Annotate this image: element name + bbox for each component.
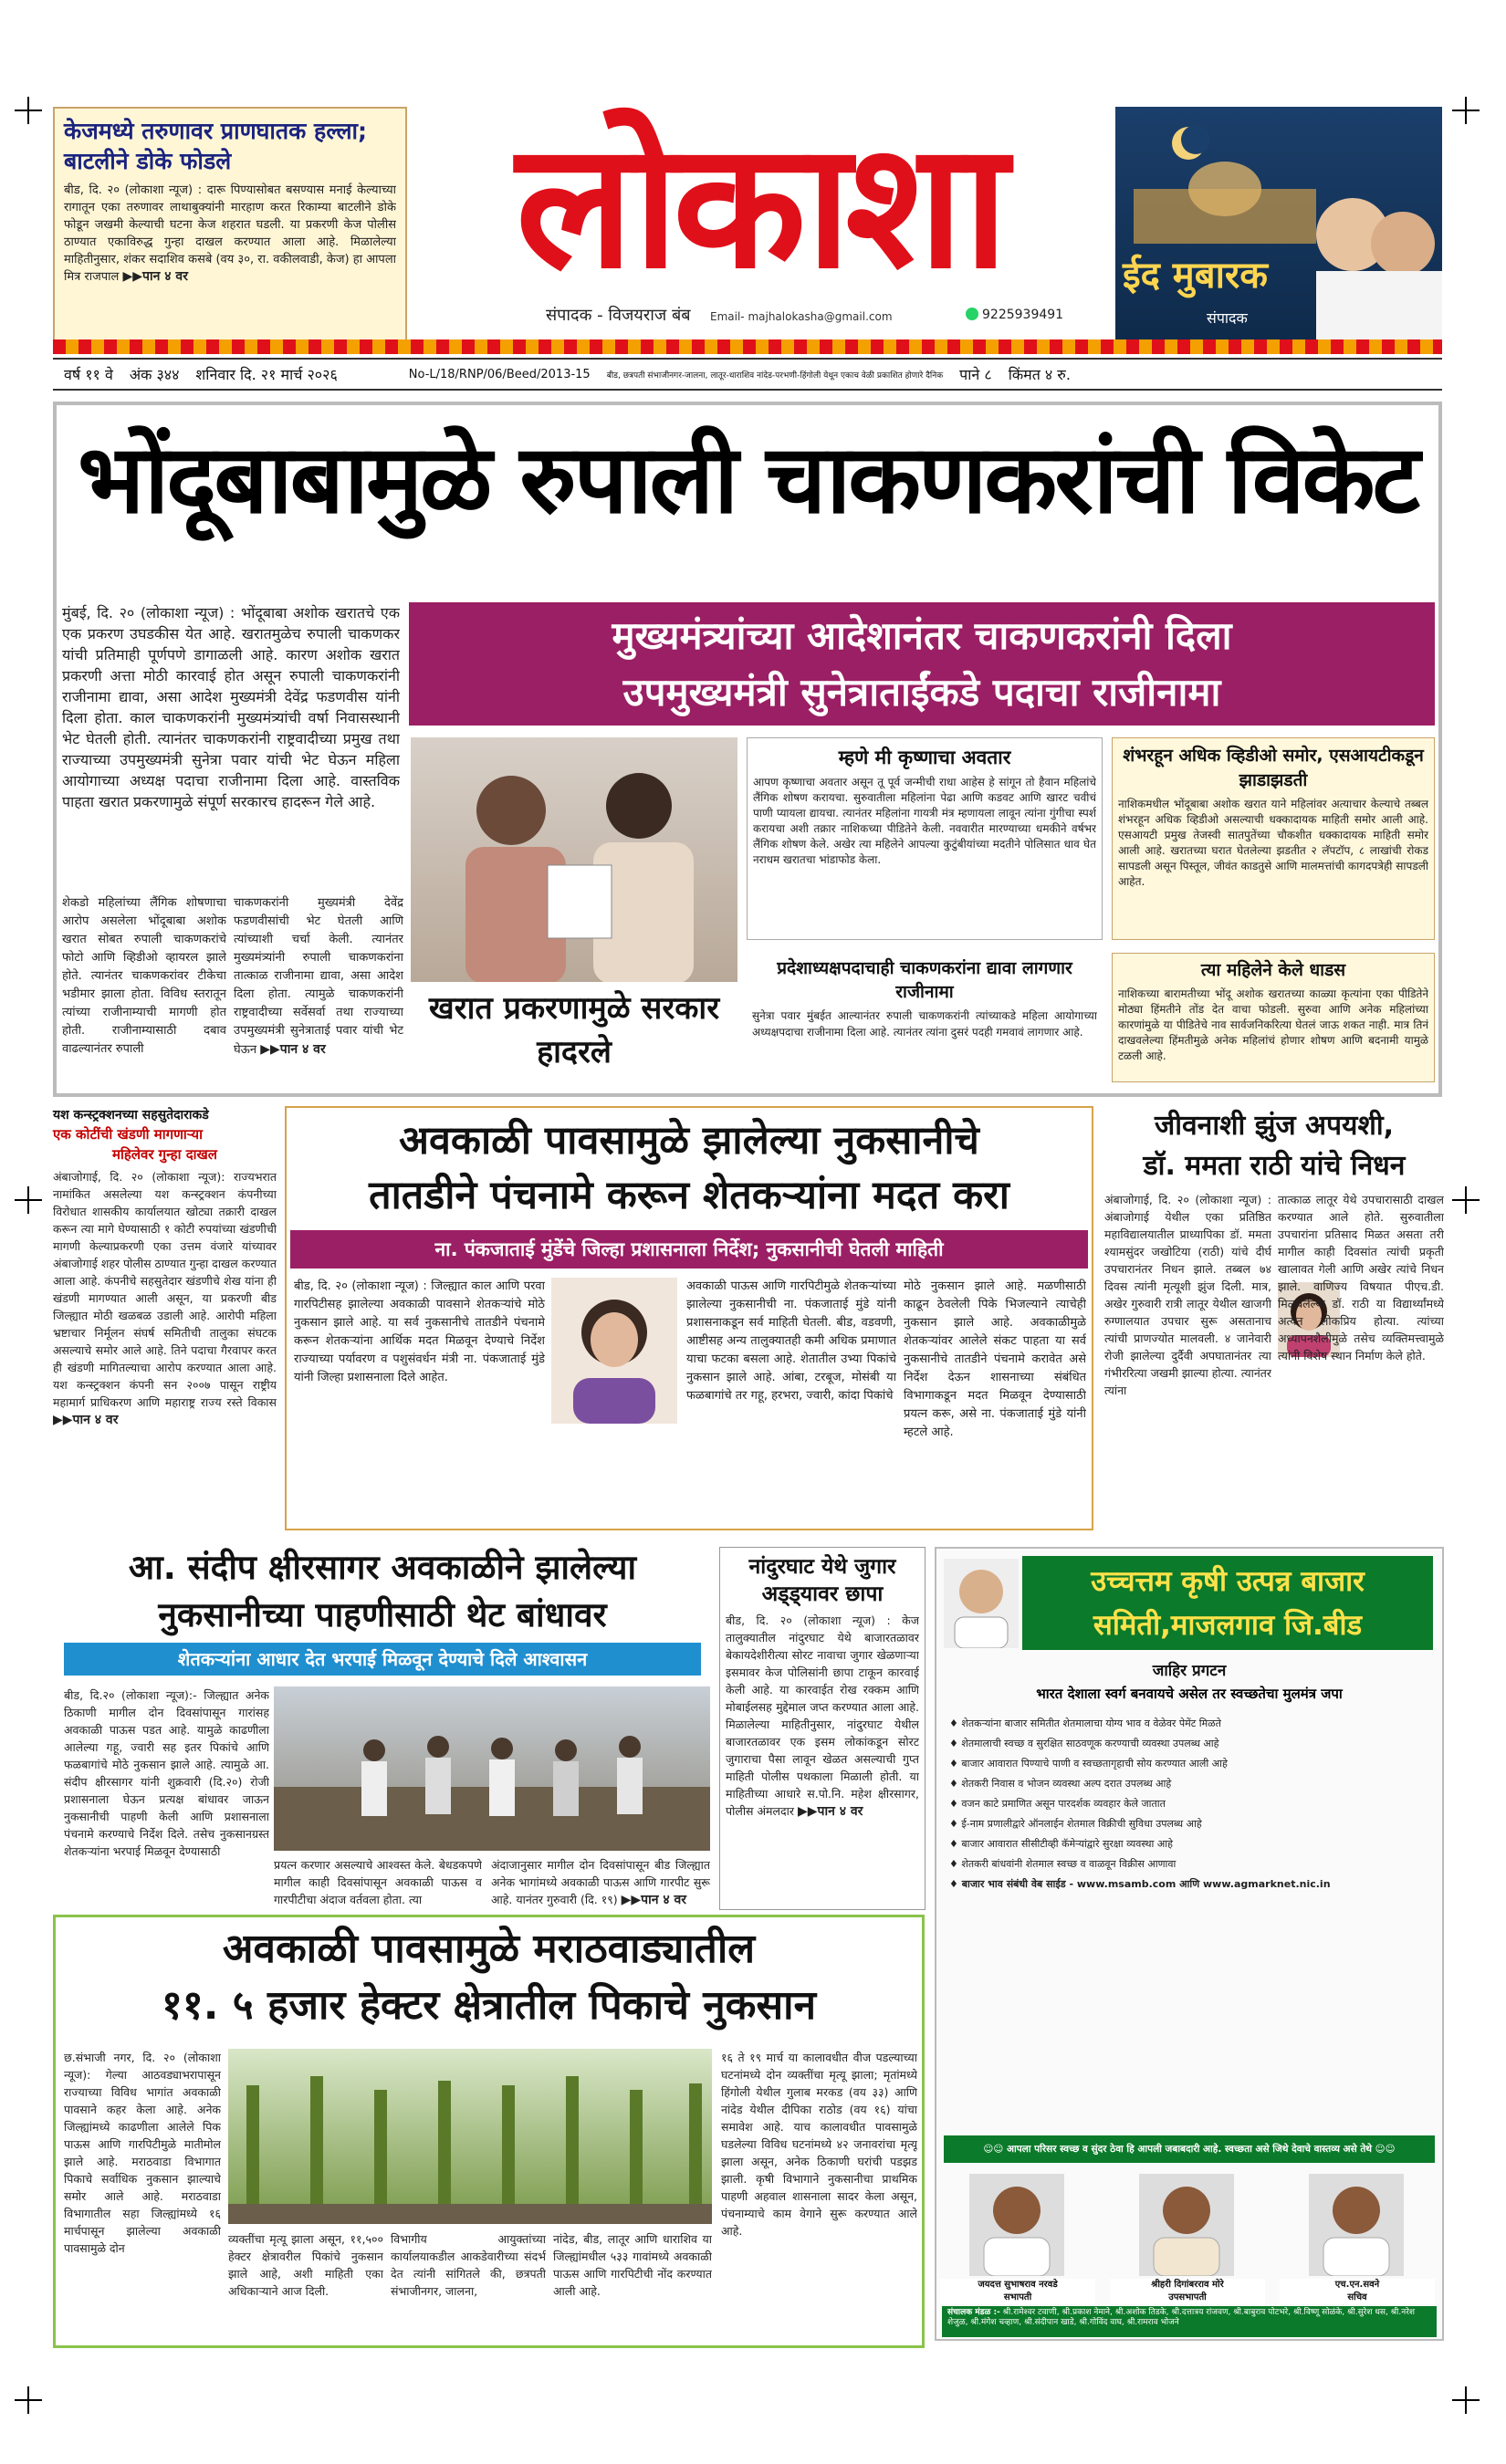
letter-document <box>548 865 612 938</box>
sandip-col1: बीड, दि.२० (लोकाशा न्यूज):- जिल्ह्यात अनेक ठिकाणी मागील दोन दिवसांपासून गारांसह अवकाळी पाऊस पडत आहे. यामुळे काढणीला आलेल्या गहू, ज्वारी सह इतर पिकांचे आणि फळबागांचे मोठे नुकसान झाले आहे. त्यामुळे आ. संदीप क्षीरसागर यांनी शुक्रवारी (दि.२०) रोजी प्रशासनाला घेऊन प्रत्यक्ष बांधावर जाऊन नुकसानीची पाहणी केली आणि प्रशासनाला पंचनामे करण्याचे निर्देश दिले. तसेच नुकसानग्रस्त शेतकऱ्यांना भरपाई मिळवून देण्यासाठी <box>64 1688 269 1858</box>
rain-col3: मोठे नुकसान झाले आहे. मळणीसाठी काढून ठेवलेली पिके भिजल्याने त्याचेही नुकसान झाले आहे. अवकाळीमुळे शेतकऱ्यांवर आलेले संकट पाहता या सर्व नुकसानीचे तातडीने पंचनामे करावेत असे निर्देश देऊन शासनाच्या संबंधित विभागाकडून मदत मिळवून देण्यासाठी प्रयत्न करू, असे ना. पंकजाताई मुंडे यांनी म्हटले आहे. <box>904 1279 1086 1439</box>
lead-col2: चाकणकरांनी मुख्यमंत्री देवेंद्र फडणवीसांची भेट घेतली आणि त्यांच्याशी चर्चा केली. त्यानंतर मुख्यमंत्र्यांनी रुपाली चाकणकरांना तात्काळ राजीनामा द्यावा, असा आदेश दिला होता. त्यामुळे चाकणकरांनी राष्ट्रवादीच्या सर्वेसर्वा तथा राज्याच्या उपमुख्यमंत्री सुनेत्राताई पवार यांची भेट घेऊन ▶▶पान ४ वर <box>234 896 403 1057</box>
pradesh-head: प्रदेशाध्यक्षपदाचाही चाकणकरांना द्यावा लागणार राजीनामा <box>777 958 1072 1002</box>
registration-mark <box>15 1186 42 1214</box>
yash-head2: महिलेवर गुन्हा दाखल <box>112 1146 217 1163</box>
krishna-box <box>747 737 1103 940</box>
sandip-photo <box>274 1686 710 1851</box>
sandip-headline: आ. संदीप क्षीरसागर अवकाळीने झालेल्या नुकसानीच्या पाहणीसाठी थेट बांधावर <box>128 1548 637 1634</box>
person-head <box>555 1739 577 1761</box>
sandip-subhead: शेतकऱ्यांना आधार देत भरपाई मिळवून देण्याचे दिले आश्वासन <box>64 1643 701 1676</box>
person-head <box>1163 2187 1210 2234</box>
rain-col1: बीड, दि. २० (लोकाशा न्यूज) : जिल्ह्यात काल आणि परवा गारपिटीसह झालेल्या अवकाळी पावसाने शेतकऱ्यांचे मोठे नुकसान झाले आहे. या सर्व नुकसानीचे तातडीने पंचनामे करून शेतकऱ्यांना आर्थिक मदत मिळवून देण्याचे निर्देश राज्याच्या पर्यावरण व पशुसंवर्धन मंत्री ना. पंकजाताई मुंडे यांनी जिल्हा प्रशासनाला दिले आहेत. <box>294 1279 545 1384</box>
rain-subhead: ना. पंकजाताई मुंडेंचे जिल्हा प्रशासनाला निर्देश; नुकसानीची घेतली माहिती <box>290 1230 1088 1269</box>
videos-box <box>1112 737 1435 940</box>
secretary-photo <box>1309 2174 1404 2276</box>
person-head <box>606 773 672 839</box>
obit-col2: तात्काळ लातूर येथे उपचारासाठी दाखल करण्यात आले होते. सुरुवातीला उपचारांना प्रतिसाद मिळत असता तरी मागील काही दिवसांत त्यांची प्रकृती खालावत गेली आणि अखेर त्यांचे निधन झाले. वाणिज्य विषयात पीएच.डी. मिळवलेल्या डॉ. राठी या विद्यार्थ्यांमध्ये अत्यंत लोकप्रिय होत्या. त्यांच्या अध्यापनशैलीमुळे तसेच व्यक्तिमत्त्वामुळे त्यांनी विशेष स्थान निर्माण केले होते. <box>1278 1193 1444 1363</box>
issue: अंक ३४४ <box>129 366 180 383</box>
yash-kicker: यश कन्स्ट्रक्शनच्या सहसुतेदाराकडे <box>53 1108 209 1122</box>
krishna-body: आपण कृष्णाचा अवतार असून तू पूर्व जन्मीची राधा आहेस हे सांगून तो हैवान महिलांचे लैंगिक शोषण करायचा. सुरुवातीला महिलांना पेढा आणि कडवट आणि खारट चवीचं पाणी प्यायला द्यायचा. त्यानंतर महिलांना गायत्री मंत्र म्हणायला लावून त्यांना गुंगीचा स्पर्श करायचा अशी तक्रार नाशिकच्या पीडितेने केली. नववारीत मारण्याच्या धमकीने वर्षभर लैंगिक शोषण केले. अखेर त्या महिलेने आपल्या कुटुंबीयांच्या मदतीने पोलिसात धाव घेत नराधम खरातचा भांडाफोड केला. <box>753 776 1096 866</box>
videos-head: शंभरहून अधिक व्हिडीओ समोर, एसआयटीकडून झाडाझडती <box>1123 746 1424 790</box>
lead-intro: मुंबई, दि. २० (लोकाशा न्यूज) : भोंदूबाबा अशोक खरातचे एक एक प्रकरण उघडकीस येत आहे. खरातमुळेच रुपाली चाकणकर यांची प्रतिमाही पूर्णपणे डागाळली आहे. कारण अशोक खरात प्रकरणी अत्ता मोठी कारवाई होत असून रुपाली चाकणकरांनी राजीनामा द्यावा, असा आदेश मुख्यमंत्री देवेंद्र फडणवीस यांनी दिला होता. काल चाकणकरांनी मुख्यमंत्र्यांची वर्षा निवासस्थानी भेट घेतली होती. त्यानंतर चाकणकरांनी राष्ट्रवादीच्या प्रमुख तथा राज्याच्या उपमुख्यमंत्री सुनेत्रा पवार यांची भेट घेऊन महिला आयोगाच्या अध्यक्ष पदाचा राजीनामा दिला आहे. वास्तविक पाहता खरात प्रकरणामुळे संपूर्ण सरकारच हादरून गेले आहे. <box>62 604 400 810</box>
reg-number: No-L/18/RNP/06/Beed/2013-15 <box>408 367 591 381</box>
marathwada-col5: १६ ते १९ मार्च या कालावधीत वीज पडल्याच्या घटनांमध्ये दोन व्यक्तींचा मृत्यू झाला; मृतांमध्ये हिंगोली येथील गुलाब मरकड (वय ३३) आणि नांदेड येथील दीपिका राठोड (वय १६) यांचा समावेश आहे. याच कालावधीत पावसामुळे घडलेल्या विविध घटनांमध्ये ४२ जनावरांचा मृत्यू झाला असून, अनेक ठिकाणी घरांची पडझड झाली. कृषी विभागाने नुकसानीचा प्राथमिक पाहणी अहवाल शासनाला सादर केला असून, पंचनाम्याचे काम वेगाने सुरू करण्यात आले आहे. <box>721 2051 917 2238</box>
lead-photo <box>411 737 737 984</box>
secretary-name: एच.एन.सवने सचिव <box>1280 2279 1435 2304</box>
courage-body: नाशिकच्या बारामतीच्या भोंदू अशोक खरातच्या काळ्या कृत्यांना एका पीडितेने मोठ्या हिंमतीने तोंड देत वाचा फोडली. सुरुवा आणि अनेक महिलांच्या कारणांमुळे या पीडितेचे नाव सार्वजनिकरित्या घेतलं जाऊ शकत नाही. मात्र तिनं दाखवलेल्या हिंमतीमुळे अनेक महिलांचं होणार शोषण आणि बदनामी यामुळे टळली आहे. <box>1118 987 1428 1062</box>
eid-sub: संपादक <box>1207 309 1248 327</box>
marathwada-col1: छ.संभाजी नगर, दि. २० (लोकाशा न्यूज): गेल्या आठवड्याभरापासून राज्याच्या विविध भागांत अवकाळी पावसाने कहर केला आहे. अनेक जिल्ह्यांमध्ये काढणीला आलेले पिक पाऊस आणि गारपिटीमुळे मातीमोल झाले आहे. मराठवाडा विभागात पिकाचे सर्वाधिक नुकसान झाल्याचे समोर आले आहे. मराठवाडा विभागातील सहा जिल्ह्यांमध्ये १६ मार्चपासून झालेल्या अवकाळी पावसामुळे दोन <box>64 2051 221 2255</box>
rain-headline: अवकाळी पावसामुळे झालेल्या नुकसानीचे तातडीने पंचनामे करून शेतकऱ्यांना मदत करा <box>369 1118 1009 1218</box>
marathwada-col3: विभागीय आयुक्तांच्या कार्यालयाकडील आकडेवारीच्या संदर्भ देत त्यांनी सांगितले की, छत्रपती संभाजीनगर, जालना, <box>391 2232 546 2298</box>
info-bar <box>53 358 1442 391</box>
registration-mark <box>1452 2386 1480 2414</box>
gamble-story <box>719 1547 926 1910</box>
apmc-slogan: भारत देशाला स्वर्ग बनवायचे असेल तर स्वच्छतेचा मुलमंत्र जपा <box>1036 1686 1343 1702</box>
phone: 9225939491 <box>966 308 1063 322</box>
editor-line: संपादक - विजयराज बंब <box>546 306 691 325</box>
person-body <box>573 1378 655 1424</box>
vice-chairman-photo <box>1139 2174 1234 2276</box>
marathwada-col2: व्यक्तींचा मृत्यू झाला असून, ११,५०० हेक्टर क्षेत्रावरील पिकांचे नुकसान झाले आहे, अशी माहिती एका अधिकाऱ्याने आज दिली. <box>228 2232 383 2298</box>
pradesh-box <box>747 953 1103 1082</box>
email: Email- majhalokasha@gmail.com <box>710 310 893 323</box>
courage-box <box>1112 953 1435 1082</box>
chairman-name: जयदत्त सुभाषराव नरवडे सभापती <box>940 2279 1095 2304</box>
yash-story <box>53 1106 277 1526</box>
masthead-title: लोकाशा <box>516 103 1003 307</box>
yash-head1: एक कोटींची खंडणी मागणाऱ्या <box>53 1126 204 1143</box>
sandip-col2: प्रयत्न करणार असल्याचे आश्वस्त केले. बेधडकपणे मागील काही दिवसांपासून अवकाळी पाऊस व गारपीटीचा अंदाज वर्तवला होता. त्या <box>274 1858 482 1906</box>
apmc-headline: उच्चत्तम कृषी उत्पन्न बाजार समिती,माजलगाव जि.बीड <box>1022 1556 1433 1650</box>
marathwada-col4: नांदेड, बीड, लातूर आणि धाराशिव या जिल्ह्यांमधील ५३३ गावांमध्ये अवकाळी पाऊस आणि गारपिटीची नोंद करण्यात आली आहे. <box>553 2232 712 2298</box>
date: शनिवार दि. २१ मार्च २०२६ <box>195 366 338 383</box>
videos-body: नाशिकमधील भोंदूबाबा अशोक खरात याने महिलांवर अत्याचार केल्याचे तब्बल शंभरहून अधिक व्हिडीओ असल्याची धक्कादायक माहिती समोर आली आहे. एसआयटी प्रमुख तेजस्वी सातपुतेंच्या चौकशीत धक्कादायक माहिती समोर आली आहे. खरातच्या घरात घेतलेल्या झडतीत २ लॅपटॉप, ८ लाखांची रोकड सापडली असून पिस्तूल, जीवंत काडतुसे आणि मालमत्तांची कागदपत्रेही सापडली आहेत. <box>1118 798 1428 888</box>
lead-col1: शेकडो महिलांच्या लैंगिक शोषणाचा आरोप असलेला भोंदूबाबा अशोक खरात सोबत रुपाली चाकणकरांचे फोटो आणि व्हिडीओ व्हायरल झाले होते. त्यानंतर चाकणकरांवर टीकेचा भडीमार झाला होता. विविध स्तरातून त्यांच्या राजीनाम्याची मागणी होत होती. राजीनाम्यासाठी दबाव वाढल्यानंतर रुपाली <box>62 896 226 1056</box>
apmc-appeal: ☺☺ आपला परिसर स्वच्छ व सुंदर ठेवा हि आपली जबाबदारी आहे. स्वच्छता असे जिथे देवाचे वास्तव्य असे तेथे ☺☺ <box>944 2135 1435 2163</box>
vineyard <box>246 2076 702 2222</box>
eid-text: ईद मुबारक <box>1123 255 1269 297</box>
apmc-points: ♦ शेतकऱ्यांना बाजार समितीत शेतमालाचा योग्य भाव व वेळेवर पेमेंट मिळते ♦ शेतमालाची स्वच्छ व सुरक्षित साठवणूक करण्याची व्यवस्था उपलब्ध आहे ♦ बाजार आवारात पिण्याचे पाणी व स्वच्छतागृहाची सोय करण्यात आली आहे ♦ शेतकरी निवास व भोजन व्यवस्था अल्प दरात उपलब्ध आहे ♦ वजन काटे प्रमाणित असून पारदर्शक व्यवहार केले जातात ♦ ई-नाम प्रणालीद्वारे ऑनलाईन शेतमाल विक्रीची सुविधा उपलब्ध आहे ♦ बाजार आवारात सीसीटीव्ही कॅमेऱ्यांद्वारे सुरक्षा व्यवस्था आहे ♦ शेतकरी बांधवांनी शेतमाल स्वच्छ व वाळवून विक्रीस आणावा ♦ बाजार भाव संबंधी वेब साईड - www.msamb.com आणि www.agmarknet.nic.in <box>949 1717 1331 1890</box>
registration-mark <box>1452 1186 1480 1214</box>
person-head <box>491 1738 513 1759</box>
marathwada-headline: अवकाळी पावसामुळे मराठवाड्यातील ११. ५ हजार हेक्टर क्षेत्रातील पिकाचे नुकसान <box>161 1926 816 2029</box>
person-head <box>476 776 546 845</box>
registration-mark <box>15 2386 42 2414</box>
year: वर्ष ११ वे <box>64 366 113 383</box>
apmc-members: संचालक मंडळ :- श्री.रामेश्वर टवाणी, श्री.प्रकाश नेमाने, श्री.अशोक तिडके, श्री.दत्तात्रय रांजवण, श्री.बाबुराव पोटभरे, श्री.विष्णू सोळंके, श्री.सुरेश धस, श्री.नरेश शेजुळ, श्री.मंगेश चव्हाण, श्री.संदीपान खाडे, श्री.गोविंद वाघ, श्री.रामराव भोजने <box>942 2306 1437 2337</box>
person-head <box>959 1570 1003 1613</box>
apmc-notice: जाहिर प्रगटन <box>1152 1662 1227 1680</box>
lead-photo-caption: खरात प्रकरणामुळे सरकार हादरले <box>411 982 737 1079</box>
person-head <box>1333 2187 1380 2234</box>
whatsapp-icon <box>966 308 978 320</box>
top-left-brief <box>53 107 407 353</box>
gamble-head: नांदुरघाट येथे जुगार अड्ड्यावर छापा <box>748 1555 896 1606</box>
lead-subhead: मुख्यमंत्र्यांच्या आदेशानंतर चाकणकरांनी दिला उपमुख्यमंत्री सुनेत्राताईंकडे पदाचा राजीनामा <box>409 602 1435 726</box>
obit-col1: अंबाजोगाई, दि. २० (लोकाशा न्यूज) : अंबाजोगाई येथील एका प्रतिष्ठित महाविद्यालयातील प्राध्यापिका डॉ. ममता श्यामसुंदर जखोटिया (राठी) यांचे दीर्घ उपचारानंतर निधन झाले. तब्बल ७४ दिवस त्यांनी मृत्यूशी झुंज दिली. मात्र, अखेर गुरुवारी रात्री लातूर येथील खाजगी रुग्णालयात उपचार सुरू असतानाच त्यांची प्राणज्योत मालवली. ४ जानेवारी रोजी झालेल्या दुर्दैवी अपघातानंतर त्या गंभीररित्या जखमी झाल्या होत्या. त्यानंतर त्यांना <box>1104 1193 1271 1397</box>
apmc-logo <box>944 1559 1019 1648</box>
rain-col2: अवकाळी पाऊस आणि गारपिटीमुळे शेतकऱ्यांच्या झालेल्या नुकसानीची ना. पंकजाताई मुंडे यांनी प्रशासनाकडून सर्व माहिती घेतली. बीड, वडवणी, आष्टीसह अन्य तालुक्यातही कमी अधिक प्रमाणात याचा फटका बसला आहे. शेतातील उभ्या पिकांचे नुकसान झाले आहे. आंबा, टरबूज, मोसंबी या फळबागांचे तर गहू, हरभरा, ज्वारी, कांदा पिकांचे <box>686 1279 896 1403</box>
person-head <box>619 1736 641 1758</box>
gamble-body: बीड, दि. २० (लोकाशा न्यूज) : केज तालुक्यातील नांदुरघाट येथे बाजारतळावर बेकायदेशीरीत्या सोरट नावाचा जुगार खेळणाऱ्या इसमावर केज पोलिसांनी छापा टाकून कारवाई केली आहे. या कारवाईत रोख रक्कम आणि मोबाईलसह मुद्देमाल जप्त करण्यात आला आहे. मिळालेल्या माहितीनुसार, नांदुरघाट येथील बाजारतळावर एक इसम लोकांकडून सोरट जुगाराचा पैसा लावून खेळत असल्याची गुप्त माहिती पोलीस पथकाला मिळाली होती. या माहितीच्या आधारे स.पो.नि. महेश क्षीरसागर, पोलीस अंमलदार ▶▶पान ४ वर <box>726 1613 919 1819</box>
person-head <box>427 1736 449 1758</box>
yash-body: अंबाजोगाई, दि. २० (लोकाशा न्यूज): राज्यभरात नामांकित असलेल्या यश कन्स्ट्रक्शन कंपनीच्या विरोधात शासकीय कार्यालयात खोट्या तक्रारी दाखल करून त्या मागे घेण्यासाठी १ कोटी रुपयांच्या खंडणीची मागणी केल्याप्रकरणी एका उत्तम वंजारे यांच्यावर अंबाजोगाई शहर पोलीस ठाण्यात गुन्हा दाखल करण्यात आला आहे. कंपनीचे सहसुतेदार खंडणीचे शेख यांना ही खंडणी मागण्यात आली असून, या प्रकरणी बीड जिल्ह्यात मोठी खळबळ उडाली आहे. आरोपी महिला भ्रष्टाचार निर्मूलन संघर्ष समितीची तालुका संघटक असल्याचे समोर आले आहे. तिने पदाचा गैरवापर करत ही खंडणी मागितल्याचा आरोप करण्यात आला आहे. यश कन्स्ट्रक्शन कंपनी सन २००७ पासून राष्ट्रीय महामार्ग प्राधिकरण आणि महाराष्ट्र राज्य रस्ते विकास ▶▶पान ४ वर <box>53 1170 277 1427</box>
sandip-col3: अंदाजानुसार मागील दोन दिवसांपासून बीड जिल्ह्यात अनेक भागांमध्ये अवकाळी पाऊस आणि गारपीट सुरू आहे. यानंतर गुरुवारी (दि. १९) ▶▶पान ४ वर <box>491 1858 710 1907</box>
crops-photo <box>228 2049 712 2224</box>
courage-head: त्या महिलेने केले धाडस <box>1200 960 1346 980</box>
pages: पाने ८ <box>959 366 992 383</box>
pradesh-body: सुनेत्रा पवार मुंबईत आल्यानंतर रुपाली चाकणकरांनी त्यांच्याकडे महिला आयोगाच्या अध्यक्षपदाचा राजीनामा दिला आहे. त्यानंतर त्यांना दुसरं पदही गमवावं लागणार आहे. <box>752 1009 1097 1039</box>
person-head <box>363 1739 385 1761</box>
vice-chairman-name: श्रीहरी दिगांबरराव मोरे उपसभापती <box>1110 2279 1265 2304</box>
person-head <box>993 2187 1041 2234</box>
registration-mark <box>15 97 42 124</box>
decorative-border <box>53 339 1442 354</box>
eid-ad-art <box>1115 107 1442 346</box>
registration-mark <box>1452 97 1480 124</box>
child-face <box>1371 212 1435 276</box>
price: किंमत ४ रु. <box>1008 366 1071 383</box>
brief-headline: केजमध्ये तरुणावर प्राणघातक हल्ला; बाटलीने डोके फोडले <box>64 118 368 174</box>
obit-headline: जीवनाशी झुंज अपयशी, डॉ. ममता राठी यांचे निधन <box>1143 1110 1406 1182</box>
lead-headline: भोंदूबाबामुळे रुपाली चाकणकरांची विकेट <box>78 423 1417 535</box>
krishna-head: म्हणे मी कृष्णाचा अवतार <box>838 747 1011 768</box>
editions: बीड, छत्रपती संभाजीनगर-जालना, लातूर-धाराशिव नांदेड-परभणी-हिंगोली येथून एकाच वेळी प्रकाशित होणारे दैनिक <box>606 371 944 381</box>
eid-ad <box>1115 107 1442 346</box>
chairman-photo <box>969 2174 1064 2276</box>
brief-body: बीड, दि. २० (लोकाशा न्यूज) : दारू पिण्यासोबत बसण्यास मनाई केल्याच्या रागातून एका तरुणावर लाथाबुक्यांनी मारहाण करत रिकाम्या बाटलीने डोके फोडून जखमी केल्याची घटना केज शहरात घडली. या प्रकरणी केज पोलीस ठाण्यात एकाविरुद्ध गुन्हा दाखल करण्यात आला आहे. मिळालेल्या माहितीनुसार, शंकर सदाशिव कसबे (वय ३०, रा. वकीलवाडी, केज) हा आपला मित्र राजपाल ▶▶पान ४ वर <box>64 183 396 284</box>
pankaja-photo <box>551 1278 677 1424</box>
